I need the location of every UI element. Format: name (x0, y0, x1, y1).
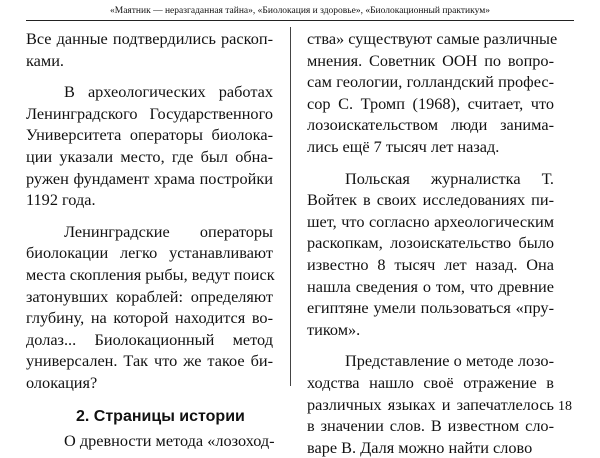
text-line: затонувших кораблей: определяют (26, 286, 273, 306)
text-line: Представление о методе лозо- (345, 351, 554, 371)
left-column (26, 28, 273, 451)
text-line: известно 8 тысяч лет назад. Она (307, 254, 554, 274)
text-line: варе В. Даля можно найти слово (307, 437, 533, 457)
text-line: раскопкам, лозоискательство было (307, 233, 554, 253)
text-line: олокация? (26, 372, 98, 392)
text-line: шет, что согласно археологическим (307, 211, 554, 231)
text-line: глубину, на которой находится во- (26, 308, 273, 328)
text-line: ции указали место, где был обна- (26, 146, 273, 166)
column-divider (290, 27, 291, 386)
paragraph (26, 28, 273, 71)
paragraph (307, 168, 554, 341)
text-line: различных языках и запечатлелось (307, 394, 554, 414)
text-line: ками. (26, 50, 64, 70)
text-line: универсален. Так что же такое би- (26, 351, 273, 371)
text-line: биолокации легко устанавливают (26, 243, 273, 263)
text-line: мнения. Советник ООН по вопро- (307, 50, 554, 70)
text-line: сам геологии, голландский профес- (307, 72, 554, 92)
text-line: лозоискательством люди занима- (307, 115, 554, 135)
text-line: Ленинградского Государственного (26, 103, 273, 123)
paragraph (26, 81, 273, 211)
text-line: 1192 года. (26, 190, 96, 210)
text-line: сор С. Тромп (1968), считает, что (307, 93, 554, 113)
text-line: лись ещё 7 тысяч лет назад. (307, 136, 500, 156)
text-line: О древности метода «лозоход- (64, 430, 275, 450)
text-line: ства» существуют самые различные (307, 29, 558, 48)
text-line: места скопления рыбы, ведут поиск (26, 264, 275, 284)
section-heading: 2. Страницы истории (76, 407, 245, 425)
text-line: Все данные подтвердились раскоп- (26, 29, 273, 48)
text-line: нашла сведения о том, что древние (307, 276, 554, 296)
paragraph (26, 221, 273, 394)
running-header: «Маятник — неразгаданная тайна», «Биолокация и здоровье», «Биолокационный практикум» (110, 6, 490, 16)
text-line: Ленинградские операторы (64, 221, 273, 241)
right-column (307, 28, 558, 458)
text-line: тиком». (307, 319, 361, 339)
page-number: 18 (558, 399, 572, 414)
text-line: Войтек в своих исследованиях пи- (307, 190, 554, 210)
text-line: Университета операторы биолока- (26, 125, 273, 145)
text-line: Польская журналистка Т. (345, 168, 554, 188)
header-rule (26, 20, 574, 21)
paragraph (307, 350, 554, 458)
text-line: в значении слов. В известном сло- (307, 416, 554, 436)
text-line: египтяне умели пользоваться «пру- (307, 298, 554, 318)
text-line: долаз... Биолокационный метод (26, 329, 273, 349)
text-line: ходства нашло своё отражение в (307, 372, 554, 392)
text-line: В археологических работах (64, 82, 273, 102)
paragraph (26, 430, 273, 452)
paragraph (307, 28, 558, 158)
text-line: ружен фундамент храма постройки (26, 168, 273, 188)
